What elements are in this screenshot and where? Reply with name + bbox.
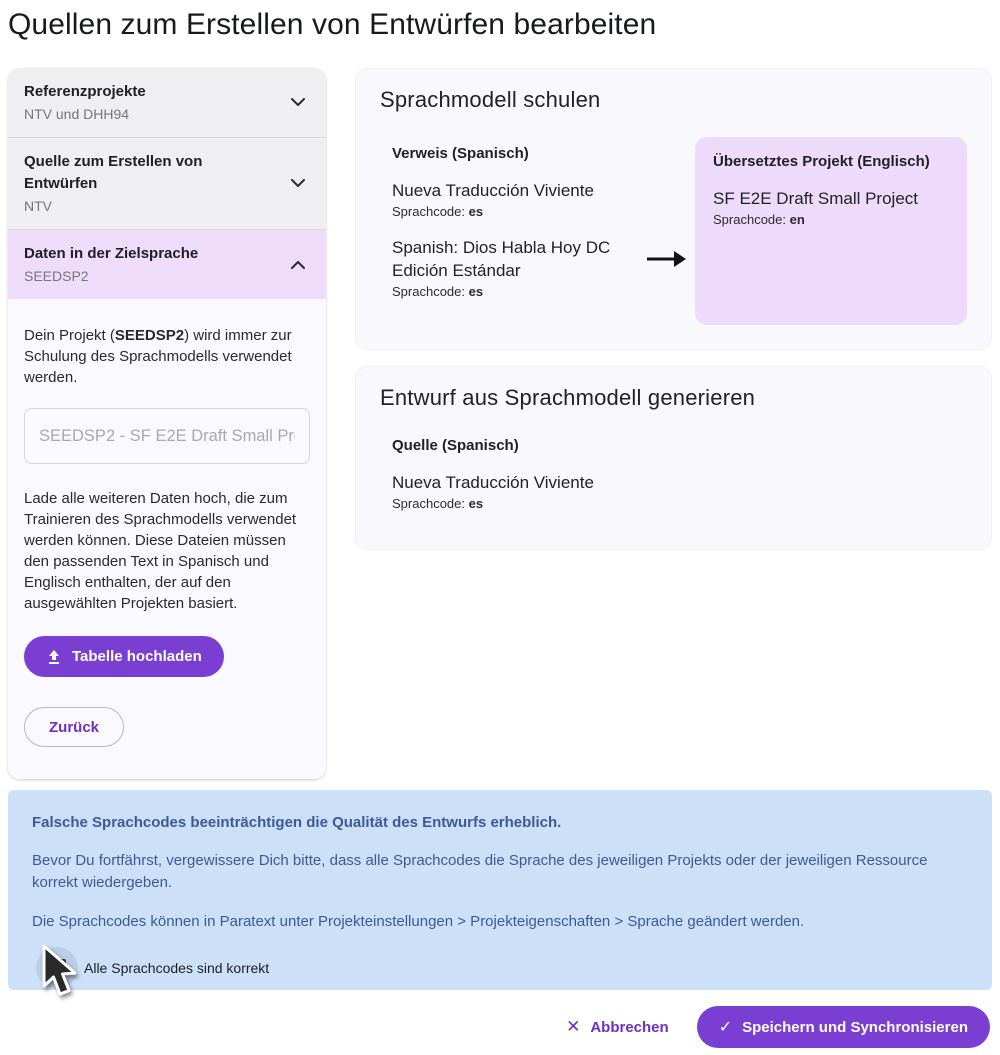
step-title: Referenzprojekte: [24, 83, 146, 100]
back-button[interactable]: Zurück: [24, 707, 124, 747]
right-arrow-icon: [639, 247, 695, 271]
cards-column: [355, 68, 992, 550]
draft-card-title: Entwurf aus Sprachmodell generieren: [380, 385, 756, 410]
language-code-line: Sprachcode: es: [392, 204, 484, 219]
chevron-up-icon: [286, 253, 310, 277]
generate-draft-card: [355, 366, 992, 550]
step-target-language-data[interactable]: [8, 230, 326, 299]
codes-correct-checkbox[interactable]: [48, 959, 66, 977]
step-value: NTV und DHH94: [24, 106, 130, 122]
source-heading: Quelle (Spanisch): [392, 437, 519, 454]
draft-sources-stepper: [8, 68, 326, 779]
language-code-line: Sprachcode: es: [392, 496, 484, 511]
warning-headline: Falsche Sprachcodes beeinträchtigen die Qualität des Entwurfs erheblich.: [32, 814, 562, 831]
train-language-model-card: [355, 68, 992, 350]
source-project: [392, 236, 639, 299]
step-value: SEEDSP2: [24, 268, 89, 284]
upload-table-button[interactable]: Tabelle hochladen: [24, 636, 224, 677]
step-reference-projects[interactable]: [8, 68, 326, 138]
chevron-down-icon: [286, 91, 310, 115]
warning-howto-text: Die Sprachcodes können in Paratext unter Projekteinstellungen > Projekteigenschaften > Sprache geändert werden.: [32, 913, 805, 930]
train-card-title: Sprachmodell schulen: [380, 87, 601, 112]
step-drafting-source[interactable]: [8, 138, 326, 230]
project-always-used-text: Dein Projekt (SEEDSP2) wird immer zur Schulung des Sprachmodells verwendet werden.: [24, 327, 292, 386]
drafting-source: [380, 437, 967, 525]
source-project: [392, 179, 639, 219]
project-name: SF E2E Draft Small Project: [713, 189, 919, 208]
translated-project-box: [695, 137, 967, 325]
source-heading: Verweis (Spanisch): [392, 145, 529, 162]
warning-text: Bevor Du fortfährst, vergewissere Dich bitte, dass alle Sprachcodes die Sprache des jeweiligen Projekts oder der jeweiligen Ressource korrekt wiedergeben.: [32, 852, 928, 891]
target-language-panel: [8, 299, 326, 779]
cancel-button[interactable]: ✕ Abbrechen: [566, 1017, 669, 1036]
main-layout: [8, 68, 992, 779]
confirm-codes-row: [36, 947, 968, 989]
step-title: Daten in der Zielsprache: [24, 245, 199, 262]
checkbox-ripple: [36, 947, 78, 989]
chevron-down-icon: [286, 172, 310, 196]
step-value: NTV: [24, 198, 52, 214]
upload-icon: [46, 649, 62, 665]
project-name: Nueva Traducción Viviente: [392, 181, 594, 200]
close-icon: ✕: [566, 1017, 581, 1036]
target-heading: Übersetztes Projekt (Englisch): [713, 153, 930, 170]
codes-correct-label[interactable]: Alle Sprachcodes sind korrekt: [84, 960, 270, 976]
upload-hint-text: Lade alle weiteren Daten hoch, die zum Trainieren des Sprachmodells verwendet werden können. Diese Dateien müssen den passenden Text in Spanisch und Englisch enthalten, der auf den ausgewählten Projekten basiert.: [24, 490, 297, 612]
step-title: Quelle zum Erstellen von Entwürfen: [24, 153, 203, 192]
save-and-sync-button[interactable]: ✓ Speichern und Synchronisieren: [697, 1006, 990, 1048]
language-code-line: Sprachcode: en: [713, 212, 805, 227]
project-name: Nueva Traducción Viviente: [392, 473, 594, 492]
check-icon: ✓: [718, 1019, 733, 1036]
language-codes-warning: [8, 790, 992, 990]
page-title: Quellen zum Erstellen von Entwürfen bearbeiten: [8, 8, 657, 41]
project-name-field[interactable]: [24, 408, 310, 464]
dialog-actions: [566, 1006, 990, 1048]
project-name: Spanish: Dios Habla Hoy DC Edición Estándar: [392, 238, 611, 280]
training-source-column: [392, 137, 639, 325]
language-code-line: Sprachcode: es: [392, 284, 484, 299]
